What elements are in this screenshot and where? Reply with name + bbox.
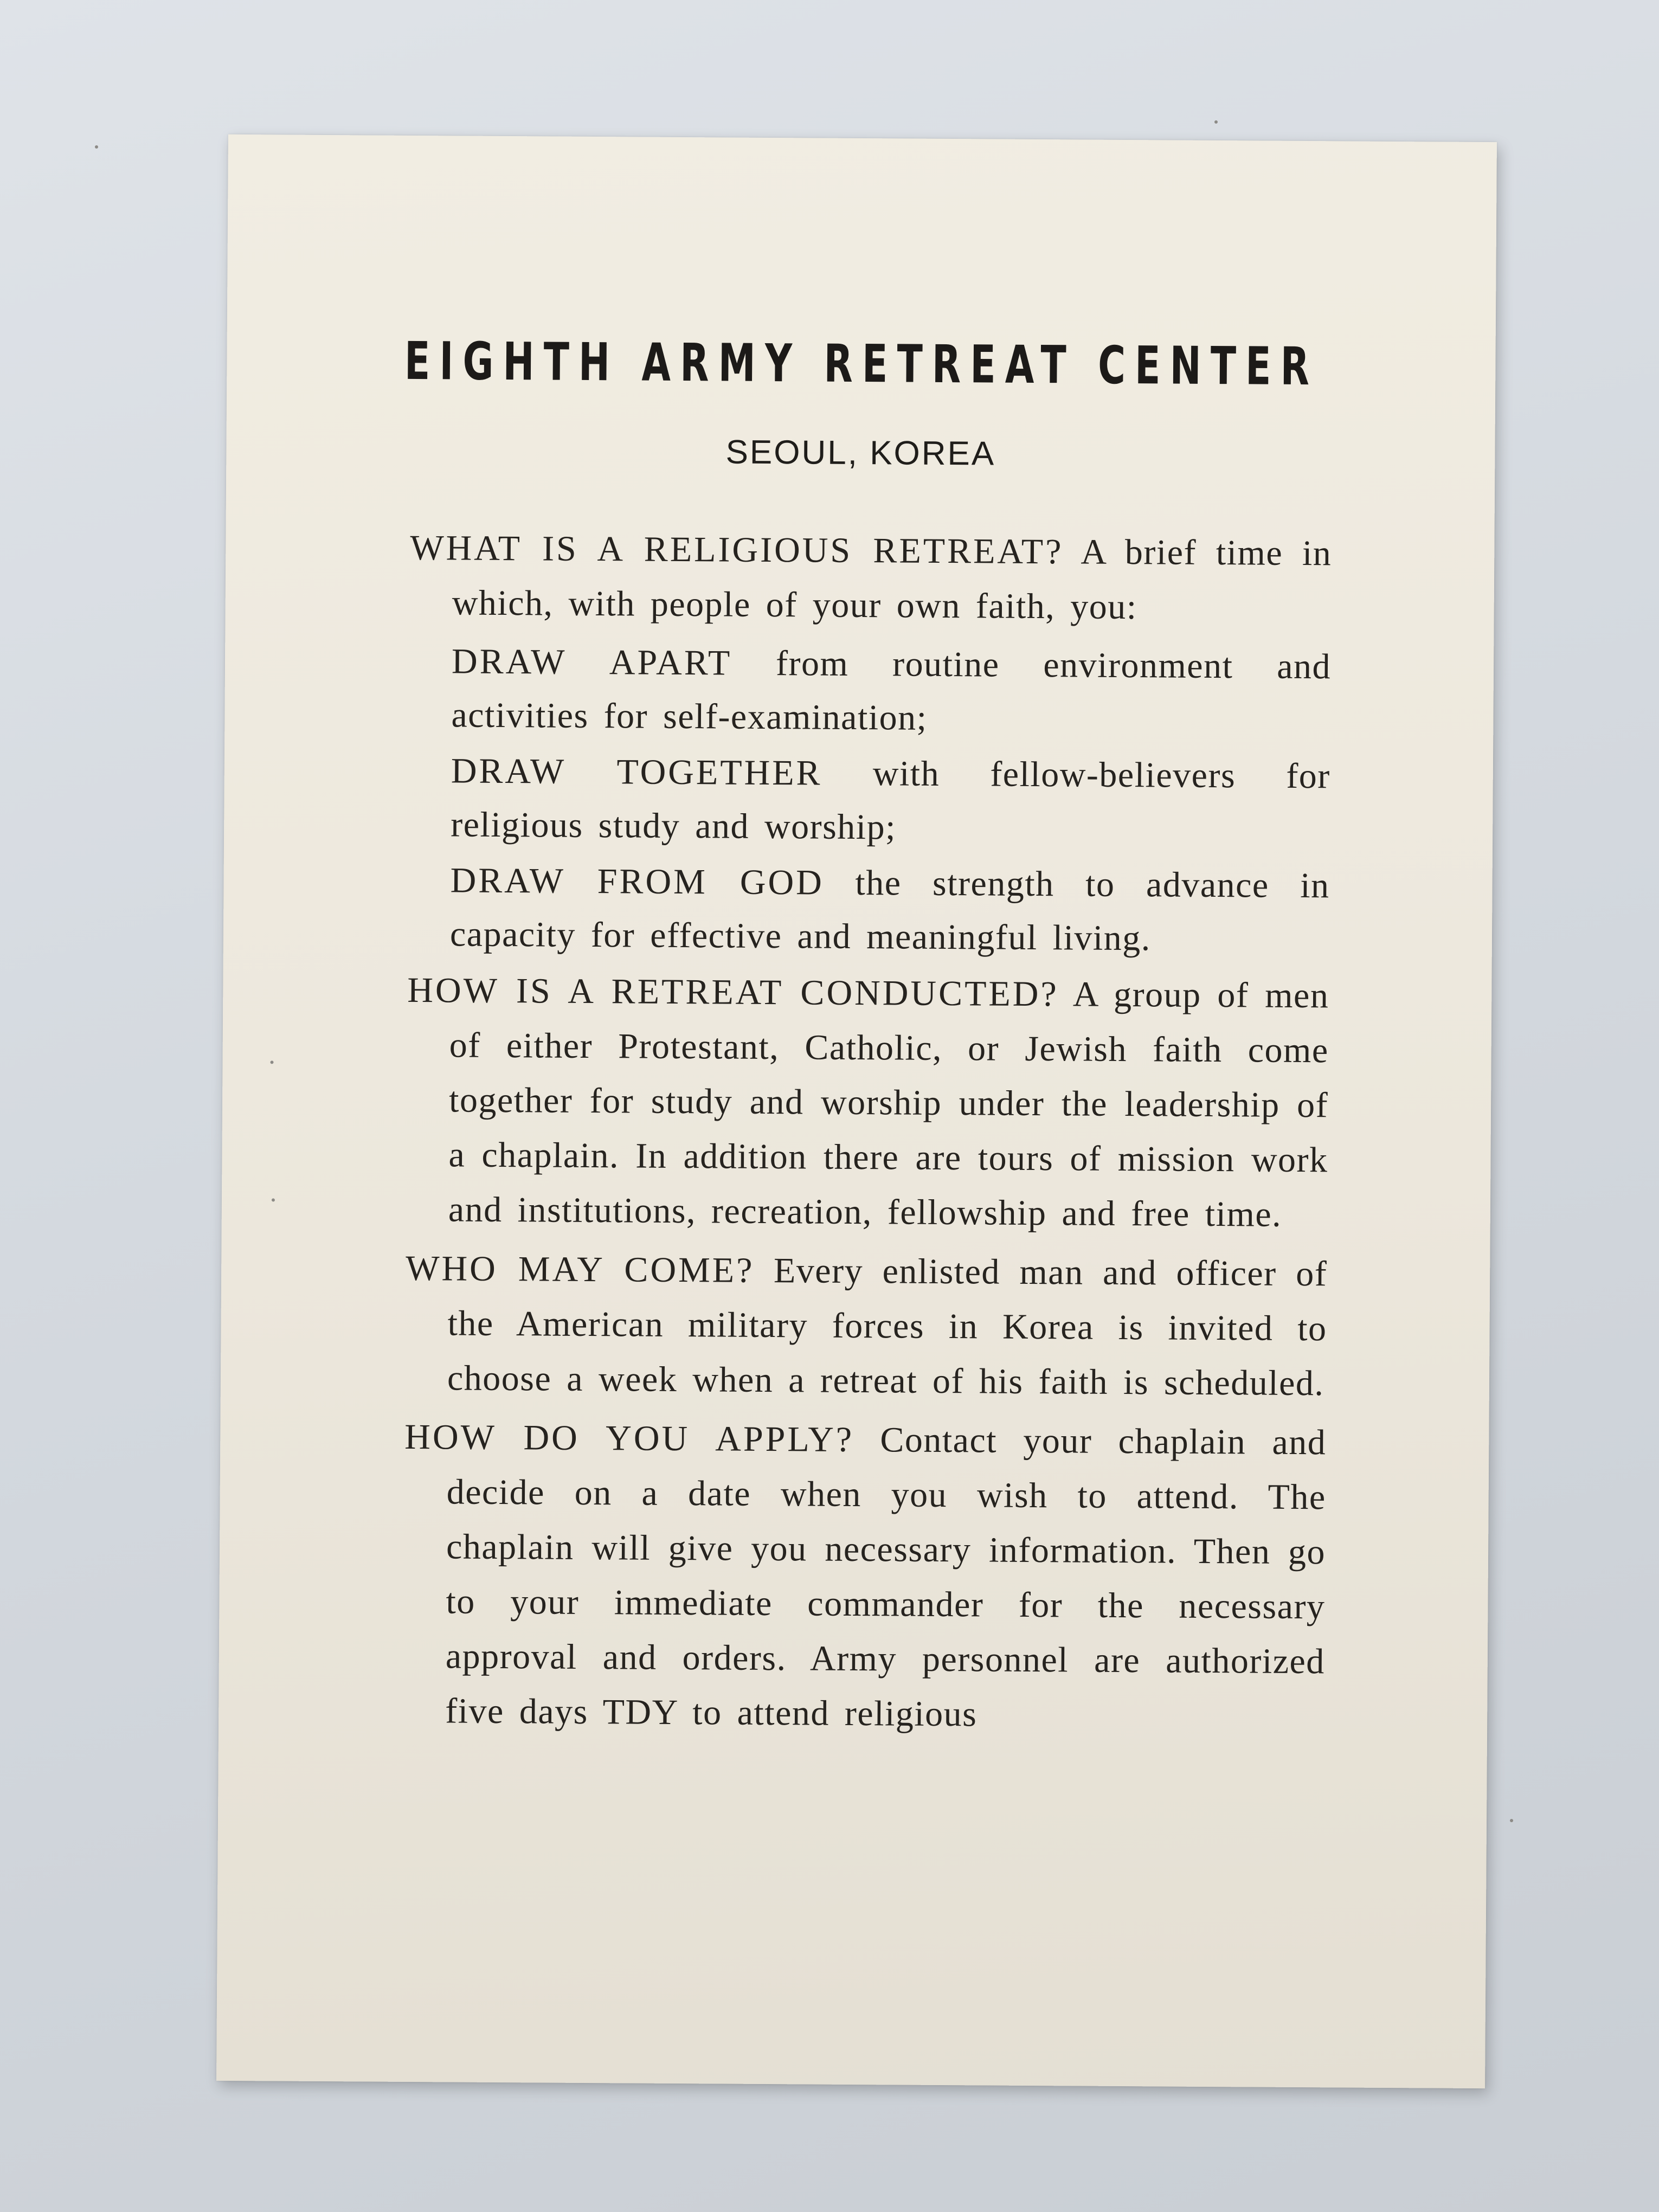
question-who-may-come — [405, 1241, 1328, 1411]
point-text: the strength to advance in capacity for effective and meaningful living. — [449, 863, 1330, 959]
point-heading: DRAW APART — [451, 641, 732, 683]
question-how-conducted — [406, 963, 1329, 1242]
background-speck — [1510, 1819, 1513, 1822]
paper-speck — [271, 1060, 274, 1064]
point-draw-together — [408, 744, 1330, 857]
question-answer: Every enlisted man and officer of the American military forces in Korea is invited to choose a week when a retreat of his faith is scheduled. — [447, 1251, 1328, 1404]
question-heading: HOW IS A RETREAT CONDUCTED? — [407, 970, 1059, 1014]
question-heading: WHO MAY COME? — [405, 1248, 755, 1290]
point-text: from routine environment and activities for self-examination; — [451, 644, 1332, 738]
background-speck — [1214, 120, 1218, 124]
card-body — [403, 520, 1332, 1748]
retreat-info-card — [216, 134, 1497, 2088]
point-draw-from-god — [408, 853, 1330, 966]
point-draw-apart — [409, 634, 1331, 747]
point-text: with fellow-believers for religious study and worship; — [450, 754, 1331, 847]
card-subtitle: SEOUL, KOREA — [725, 433, 996, 473]
question-what-is-retreat — [409, 520, 1332, 635]
paper-speck — [272, 1198, 275, 1201]
question-how-apply — [403, 1410, 1327, 1744]
question-answer: A brief time in which, with people of your own faith, you: — [452, 532, 1332, 627]
question-heading: HOW DO YOU APPLY? — [404, 1417, 854, 1459]
question-answer: Contact your chaplain and decide on a date when you wish to attend. The chaplain will give you necessary information. Then go to your immediate commander for the necessary approval and orders. Army personnel are authorized five days TDY to attend religious — [445, 1420, 1327, 1734]
card-title: EIGHTH ARMY RETREAT CENTER — [404, 330, 1319, 397]
question-answer: A group of men of either Protestant, Catholic, or Jewish faith come together for study and worship under the leadership of a chaplain. In addition there are tours of mission work and institutions, recreation, fellowship and free time. — [448, 974, 1329, 1234]
point-heading: DRAW TOGETHER — [451, 751, 822, 793]
question-heading: WHAT IS A RELIGIOUS RETREAT? — [410, 528, 1064, 572]
background-speck — [95, 145, 98, 149]
point-heading: DRAW FROM GOD — [450, 860, 825, 903]
